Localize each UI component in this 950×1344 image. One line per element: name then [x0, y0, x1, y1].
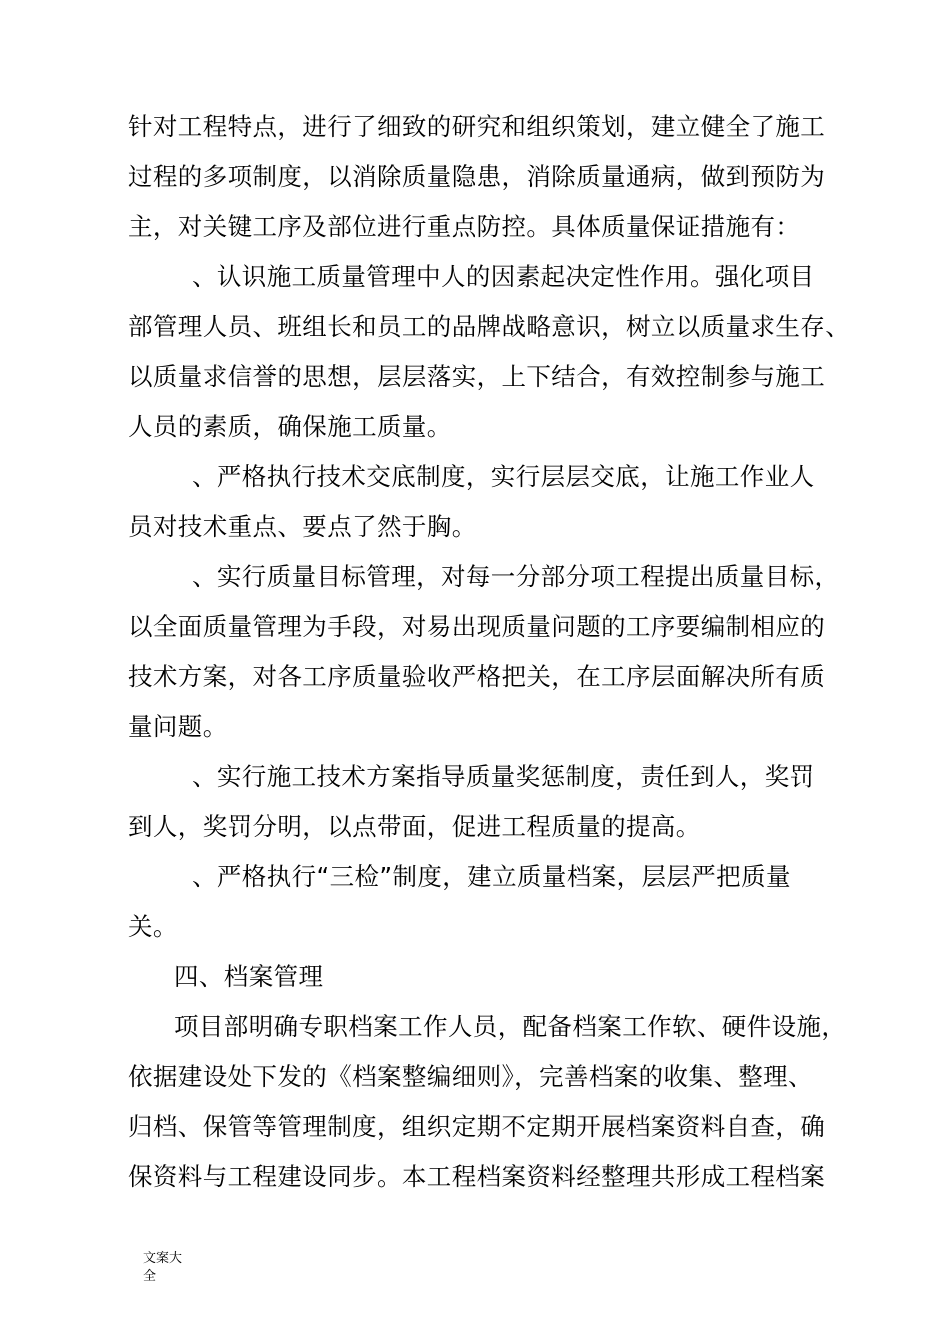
text-line: 关。 [128, 912, 178, 941]
text-line: 以全面质量管理为手段，对易出现质量问题的工序要编制相应的 [128, 612, 826, 641]
text-line: 依据建设处下发的《档案整编细则》，完善档案的收集、整理、 [128, 1062, 813, 1091]
text-line: 员对技术重点、要点了然于胸。 [128, 512, 477, 541]
text-line: 项目部明确专职档案工作人员，配备档案工作软、硬件设施， [174, 1012, 847, 1041]
text-line: 到人，奖罚分明，以点带面，促进工程质量的提高。 [128, 812, 701, 841]
text-line: 以质量求信誉的思想，层层落实，上下结合，有效控制参与施工 [128, 362, 826, 391]
section-heading: 四、档案管理 [174, 962, 324, 991]
text-line: 主，对关键工序及部位进行重点防控。具体质量保证措施有： [128, 212, 801, 241]
footer-line: 全 [143, 1269, 157, 1284]
text-line: 过程的多项制度，以消除质量隐患，消除质量通病，做到预防为 [128, 162, 826, 191]
page-footer [143, 1250, 182, 1286]
text-line: 、严格执行“三检”制度，建立质量档案，层层严把质量 [192, 862, 791, 891]
text-line: 、认识施工质量管理中人的因素起决定性作用。强化项目 [192, 262, 815, 291]
text-line: 、严格执行技术交底制度，实行层层交底，让施工作业人 [192, 462, 815, 491]
text-line: 人员的素质，确保施工质量。 [128, 412, 452, 441]
footer-line: 文案大 [143, 1251, 183, 1266]
text-line: 归档、保管等管理制度，组织定期不定期开展档案资料自查，确 [128, 1112, 826, 1141]
text-line: 保资料与工程建设同步。本工程档案资料经整理共形成工程档案 [128, 1162, 826, 1191]
text-line: 针对工程特点，进行了细致的研究和组织策划，建立健全了施工 [128, 112, 826, 141]
document-body [128, 102, 868, 1202]
text-line: 、实行质量目标管理，对每一分部分项工程提出质量目标， [192, 562, 840, 591]
text-line: 部管理人员、班组长和员工的品牌战略意识，树立以质量求生存、 [128, 312, 851, 341]
text-line: 、实行施工技术方案指导质量奖惩制度，责任到人，奖罚 [192, 762, 815, 791]
text-line: 量问题。 [128, 712, 228, 741]
text-line: 技术方案，对各工序质量验收严格把关，在工序层面解决所有质 [128, 662, 826, 691]
